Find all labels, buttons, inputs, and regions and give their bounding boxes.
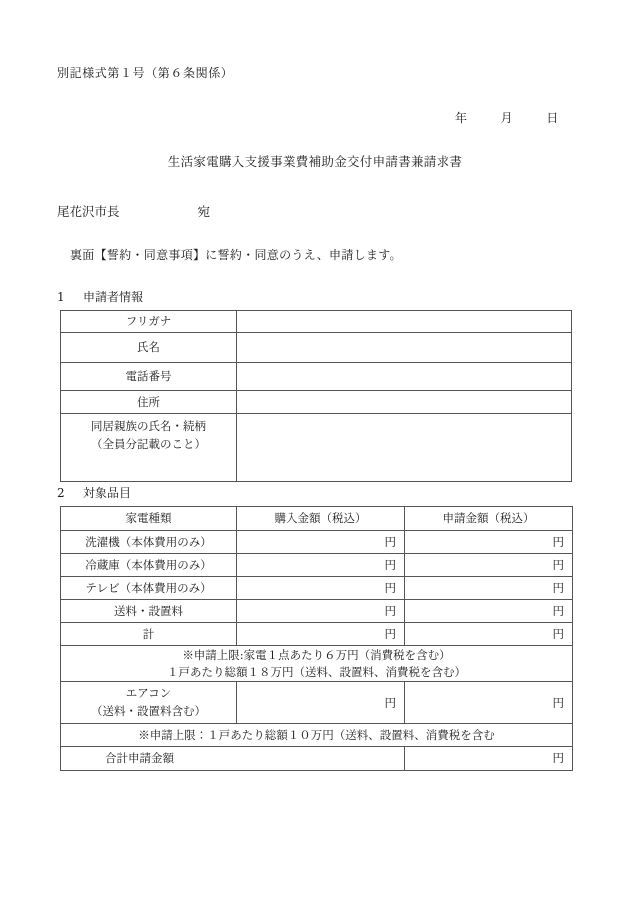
section2-heading [57, 484, 131, 501]
item-purchase-shipping-installation[interactable]: 円 [237, 600, 405, 623]
item-purchase-air-conditioner[interactable]: 円 [237, 682, 405, 724]
table-row [61, 747, 573, 771]
aircon-label-line1: エアコン [125, 686, 172, 701]
column-header-purchase-amount: 購入金額（税込） [237, 507, 405, 531]
row-value-phone[interactable] [237, 363, 572, 391]
item-claim-shipping-installation[interactable]: 円 [405, 600, 573, 623]
table-row [61, 600, 573, 623]
target-items-table [60, 506, 573, 771]
item-kind-television: テレビ（本体費用のみ） [61, 577, 237, 600]
table-row-note-limit-1 [61, 646, 573, 682]
pledge-statement: 裏面【誓約・同意事項】に誓約・同意のうえ、申請します。 [70, 248, 402, 262]
row-value-furigana[interactable] [237, 311, 572, 333]
aircon-label-line2: （送料・設置料含む） [91, 703, 206, 718]
row-label-cohabiting-relatives [61, 414, 237, 482]
table-row [61, 682, 573, 724]
addressee [57, 202, 210, 220]
table-row [61, 363, 572, 391]
row-value-cohabiting-relatives[interactable] [237, 414, 572, 482]
table-row [61, 311, 572, 333]
item-kind-subtotal: 計 [61, 623, 237, 646]
item-claim-refrigerator[interactable]: 円 [405, 554, 573, 577]
item-purchase-subtotal[interactable]: 円 [237, 623, 405, 646]
date-day-label: 日 [546, 111, 559, 125]
row-label-address: 住所 [61, 391, 237, 414]
item-kind-shipping-installation: 送料・設置料 [61, 600, 237, 623]
section2-title: 対象品目 [83, 486, 132, 500]
item-claim-subtotal[interactable]: 円 [405, 623, 573, 646]
addressee-to-mark: 宛 [197, 204, 211, 219]
row-value-name[interactable] [237, 333, 572, 363]
section1-heading [57, 288, 143, 305]
note-limit-2-text: ※申請上限：１戸あたり総額１０万円（送料、設置料、消費税を含む [138, 728, 495, 742]
table-row [61, 333, 572, 363]
section1-title: 申請者情報 [83, 290, 144, 304]
table-row [61, 414, 572, 482]
row-value-address[interactable] [237, 391, 572, 414]
note-limit-appliances [61, 646, 573, 682]
document-title: 生活家電購入支援事業費補助金交付申請書兼請求書 [167, 154, 463, 169]
table-row [61, 531, 573, 554]
total-claim-value[interactable]: 円 [405, 747, 573, 771]
addressee-name: 尾花沢市長 [57, 204, 120, 219]
note-limit-air-conditioner [61, 724, 573, 747]
note-limit-line2: １戸あたり総額１８万円（送料、設置料、消費税を含む） [167, 664, 466, 679]
item-kind-refrigerator: 冷蔵庫（本体費用のみ） [61, 554, 237, 577]
relatives-label-line1: 同居親族の氏名・続柄 [91, 419, 206, 433]
section2-number: 2 [57, 486, 65, 500]
row-label-furigana: フリガナ [61, 311, 237, 333]
form-number: 別記様式第１号（第６条関係） [57, 66, 234, 80]
item-purchase-washing-machine[interactable]: 円 [237, 531, 405, 554]
date-line [455, 109, 558, 126]
table-row [61, 623, 573, 646]
item-kind-washing-machine: 洗濯機（本体費用のみ） [61, 531, 237, 554]
item-purchase-refrigerator[interactable]: 円 [237, 554, 405, 577]
item-claim-air-conditioner[interactable]: 円 [405, 682, 573, 724]
table-header-row [61, 507, 573, 531]
total-claim-label: 合計申請金額 [61, 747, 405, 771]
relatives-label-line2: （全員分記載のこと） [91, 436, 206, 451]
item-claim-washing-machine[interactable]: 円 [405, 531, 573, 554]
item-purchase-television[interactable]: 円 [237, 577, 405, 600]
table-row [61, 554, 573, 577]
date-year-label: 年 [455, 111, 468, 125]
column-header-appliance-kind: 家電種類 [61, 507, 237, 531]
table-row [61, 577, 573, 600]
applicant-info-table [60, 310, 572, 482]
item-kind-air-conditioner [61, 682, 237, 724]
item-claim-television[interactable]: 円 [405, 577, 573, 600]
date-month-label: 月 [500, 111, 513, 125]
section1-number: 1 [57, 290, 65, 304]
column-header-claim-amount: 申請金額（税込） [405, 507, 573, 531]
table-row [61, 391, 572, 414]
row-label-phone: 電話番号 [61, 363, 237, 391]
table-row-note-limit-2 [61, 724, 573, 747]
note-limit-line1: ※申請上限:家電１点あたり６万円（消費税を含む） [182, 647, 451, 662]
row-label-name: 氏名 [61, 333, 237, 363]
